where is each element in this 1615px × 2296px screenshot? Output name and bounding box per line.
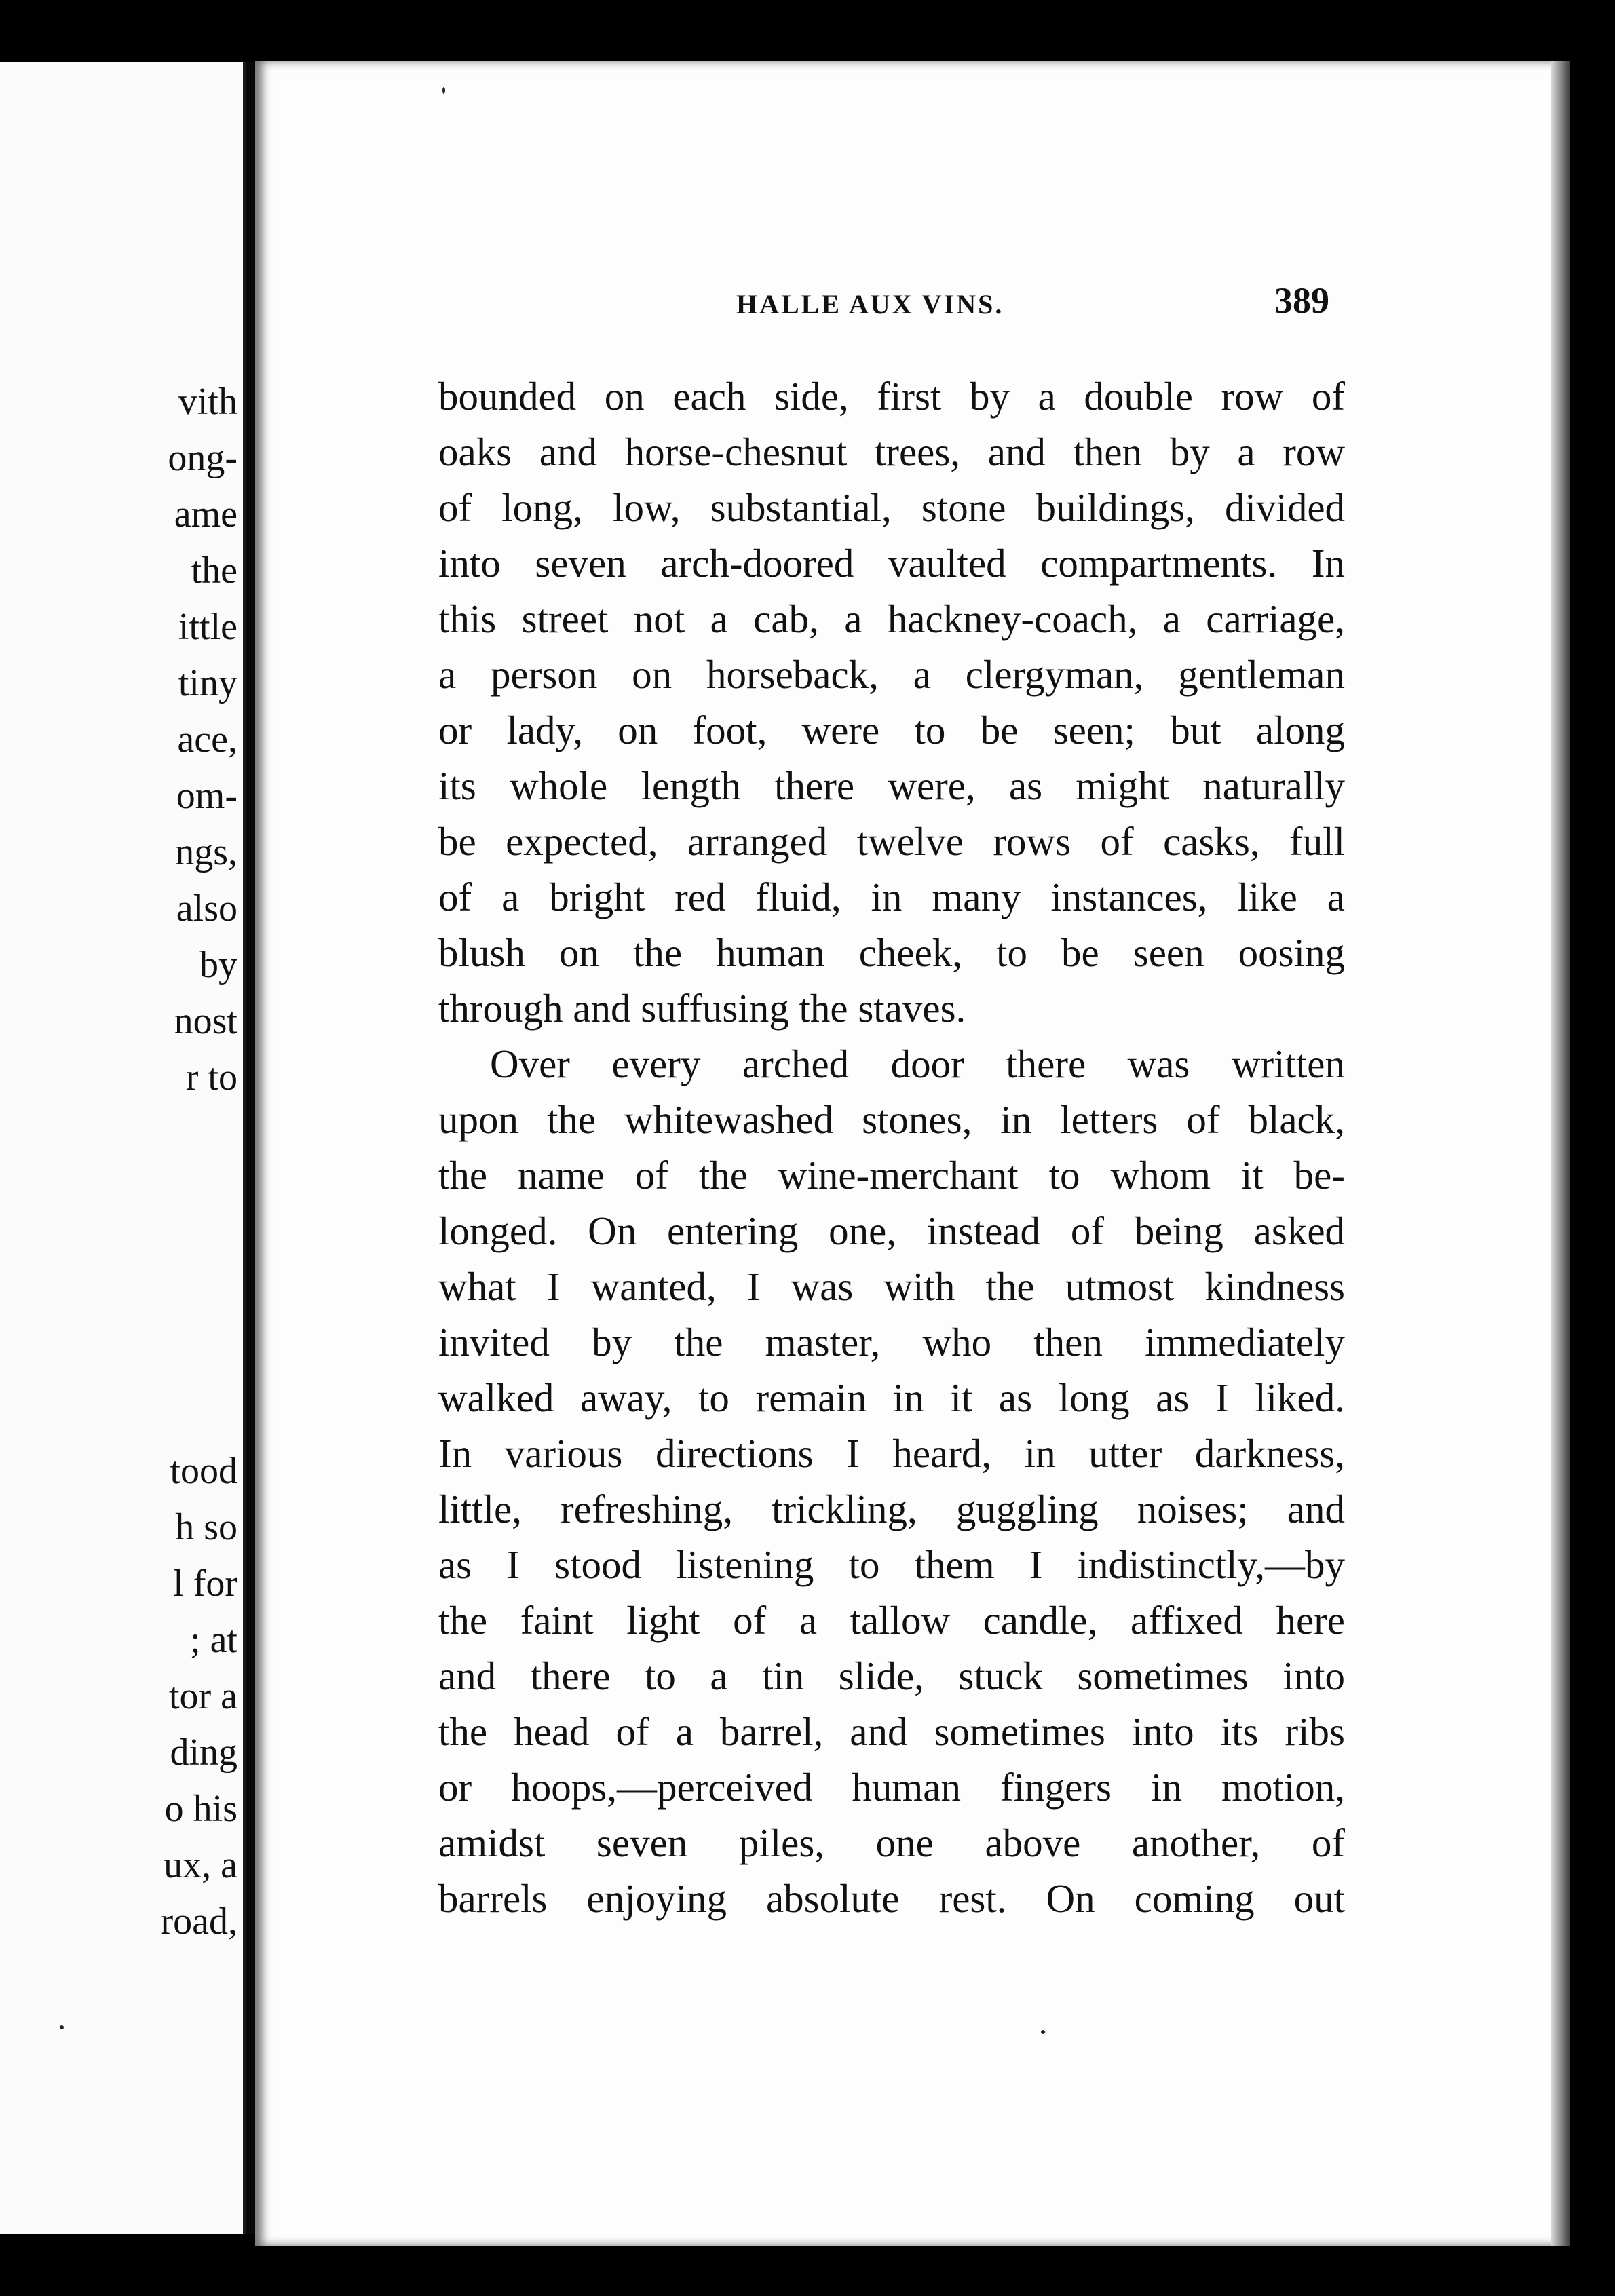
left-page-line: nost: [174, 1000, 238, 1042]
running-head: HALLE AUX VINS.: [736, 289, 1004, 320]
left-page-line: ong-: [168, 437, 238, 479]
left-page-line: h so: [175, 1506, 238, 1548]
text-line: into seven arch-doored vaulted compartments. In: [438, 541, 1345, 586]
text-line: amidst seven piles, one above another, of: [438, 1820, 1345, 1865]
text-line: this street not a cab, a hackney-coach, a carriage,: [438, 596, 1345, 641]
left-page-line: vith: [178, 381, 238, 423]
text-line: bounded on each side, first by a double row of: [438, 374, 1345, 419]
text-line: and there to a tin slide, stuck sometimes into: [438, 1653, 1345, 1698]
text-line: In various directions I heard, in utter darkness,: [438, 1431, 1345, 1476]
text-line: Over every arched door there was written: [490, 1041, 1345, 1086]
text-line: longed. On entering one, instead of being asked: [438, 1208, 1345, 1253]
left-page-line: road,: [160, 1900, 238, 1943]
left-page-line: also: [176, 887, 238, 930]
text-line: walked away, to remain in it as long as I liked.: [438, 1375, 1345, 1420]
text-line: as I stood listening to them I indistinctly,—by: [438, 1542, 1345, 1587]
left-page-line: ngs,: [175, 831, 238, 873]
left-page-line: the: [191, 550, 238, 592]
text-line: of long, low, substantial, stone buildings, divided: [438, 485, 1345, 530]
left-page-line: ding: [170, 1731, 238, 1774]
left-page-line: ace,: [177, 719, 238, 761]
text-line: through and suffusing the staves.: [438, 986, 966, 1031]
paper-speck: [442, 87, 445, 94]
text-line: or hoops,—perceived human fingers in motion,: [438, 1765, 1345, 1810]
page-number: 389: [1274, 280, 1329, 321]
text-line: a person on horseback, a clergyman, gentleman: [438, 652, 1345, 697]
left-page-line: r to: [185, 1056, 238, 1098]
text-line: the faint light of a tallow candle, affixed here: [438, 1598, 1345, 1643]
left-page-line: tor a: [168, 1675, 238, 1717]
paper-speck: [1041, 2030, 1045, 2034]
left-page-line: l for: [173, 1563, 238, 1605]
paper-speck: [60, 2025, 64, 2029]
text-line: little, refreshing, trickling, guggling noises; and: [438, 1487, 1345, 1531]
text-line: upon the whitewashed stones, in letters of black,: [438, 1097, 1345, 1142]
text-line: blush on the human cheek, to be seen oosing: [438, 930, 1345, 975]
left-facing-page: [0, 62, 247, 2234]
text-line: its whole length there were, as might naturally: [438, 763, 1345, 808]
left-page-line: tiny: [178, 662, 238, 704]
left-page-line: ame: [174, 493, 238, 535]
text-line: of a bright red fluid, in many instances, like a: [438, 875, 1345, 919]
left-page-line: tood: [170, 1450, 238, 1492]
left-page-line: o his: [164, 1788, 238, 1830]
left-page-line: ; at: [190, 1619, 238, 1661]
page-edge: [1551, 61, 1570, 2246]
left-page-line: ittle: [178, 606, 238, 648]
text-line: be expected, arranged twelve rows of casks, full: [438, 819, 1345, 864]
text-line: the name of the wine-merchant to whom it be-: [438, 1153, 1345, 1198]
text-line: or lady, on foot, were to be seen; but along: [438, 708, 1345, 752]
text-line: invited by the master, who then immediately: [438, 1320, 1345, 1364]
text-line: barrels enjoying absolute rest. On coming out: [438, 1876, 1345, 1921]
left-page-line: by: [200, 944, 238, 986]
text-line: oaks and horse-chesnut trees, and then by a row: [438, 429, 1345, 474]
text-line: the head of a barrel, and sometimes into its ribs: [438, 1709, 1345, 1754]
left-page-line: ux, a: [164, 1844, 238, 1886]
text-line: what I wanted, I was with the utmost kindness: [438, 1264, 1345, 1309]
left-page-line: om-: [176, 775, 238, 817]
